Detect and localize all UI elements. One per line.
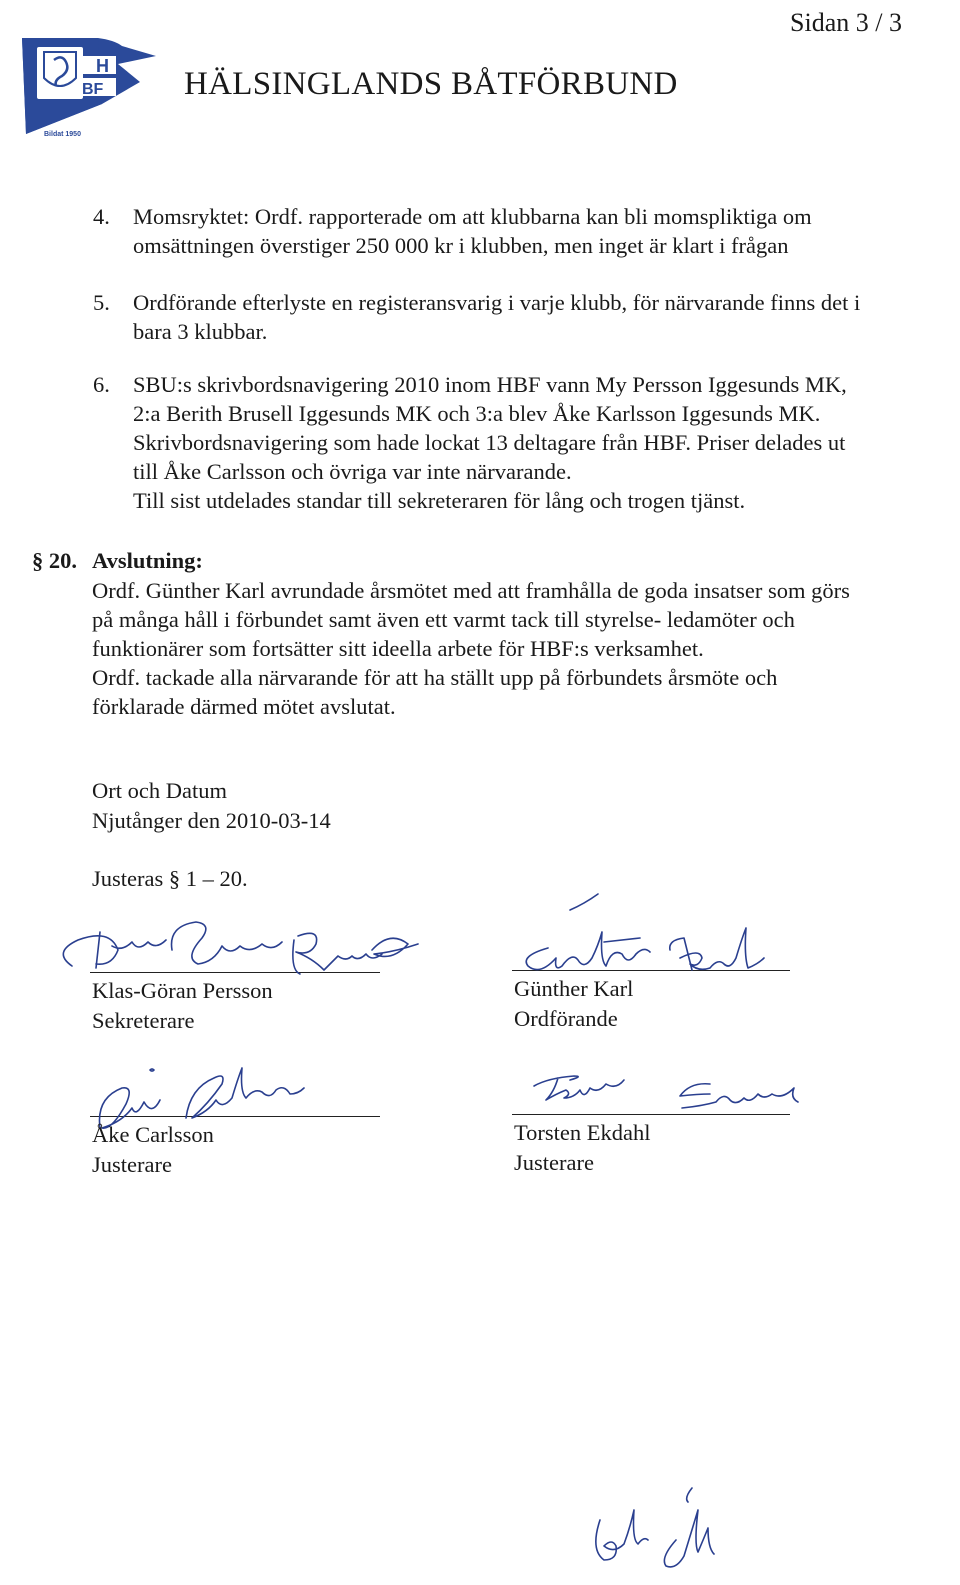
svg-text:Bildat 1950: Bildat 1950 [44,131,81,138]
signatory-name: Klas-Göran Persson [92,978,273,1003]
svg-text:BF: BF [82,81,104,98]
section-text-line: funktionärer som fortsätter sitt ideella arbete för HBF:s verksamhet. [92,636,704,661]
item-text-line: Till sist utdelades standar till sekreteraren för lång och trogen tjänst. [133,488,746,513]
section-title: Avslutning: [92,548,203,573]
item-number: 4. [93,204,110,229]
signatory-role: Sekreterare [92,1008,195,1033]
svg-text:H: H [96,56,109,76]
adjusted-statement: Justeras § 1 – 20. [92,866,248,891]
item-text-line: Ordförande efterlyste en registeransvarig i varje klubb, för närvarande finns det i [133,290,861,315]
item-text-line: 2:a Berith Brusell Iggesunds MK och 3:a blev Åke Karlsson Iggesunds MK. [133,401,821,426]
item-number: 6. [93,372,110,397]
item-text-line: Skrivbordsnavigering som hade lockat 13 deltagare från HBF. Priser delades ut [133,430,846,455]
place-date-value: Njutånger den 2010-03-14 [92,808,331,833]
item-text-line: SBU:s skrivbordsnavigering 2010 inom HBF vann My Persson Iggesunds MK, [133,372,847,397]
signatory-name: Torsten Ekdahl [514,1120,651,1145]
signatory-role: Ordförande [514,1006,618,1031]
signatory-role: Justerare [92,1152,172,1177]
item-text-line: till Åke Carlsson och övriga var inte närvarande. [133,459,572,484]
item-number: 5. [93,290,110,315]
item-text-line: Momsryktet: Ordf. rapporterade om att klubbarna kan bli momspliktiga om [133,204,812,229]
item-text-line: omsättningen överstiger 250 000 kr i klubben, men inget är klart i frågan [133,233,789,258]
section-text-line: på många håll i förbundet samt även ett varmt tack till styrelse- ledamöter och [92,607,795,632]
signatory-role: Justerare [514,1150,594,1175]
section-text-line: förklarade därmed mötet avslutat. [92,694,396,719]
page-number: Sidan 3 / 3 [790,8,902,37]
org-name: HÄLSINGLANDS BÅTFÖRBUND [184,66,678,102]
item-text-line: bara 3 klubbar. [133,319,268,344]
signatory-name: Günther Karl [514,976,634,1001]
section-text-line: Ordf. Günther Karl avrundade årsmötet med att framhålla de goda insatser som görs [92,578,850,603]
place-date-label: Ort och Datum [92,778,227,803]
section-text-line: Ordf. tackade alla närvarande för att ha ställt upp på förbundets årsmöte och [92,665,778,690]
section-number: § 20. [32,548,77,573]
signatory-name: Åke Carlsson [92,1122,214,1147]
